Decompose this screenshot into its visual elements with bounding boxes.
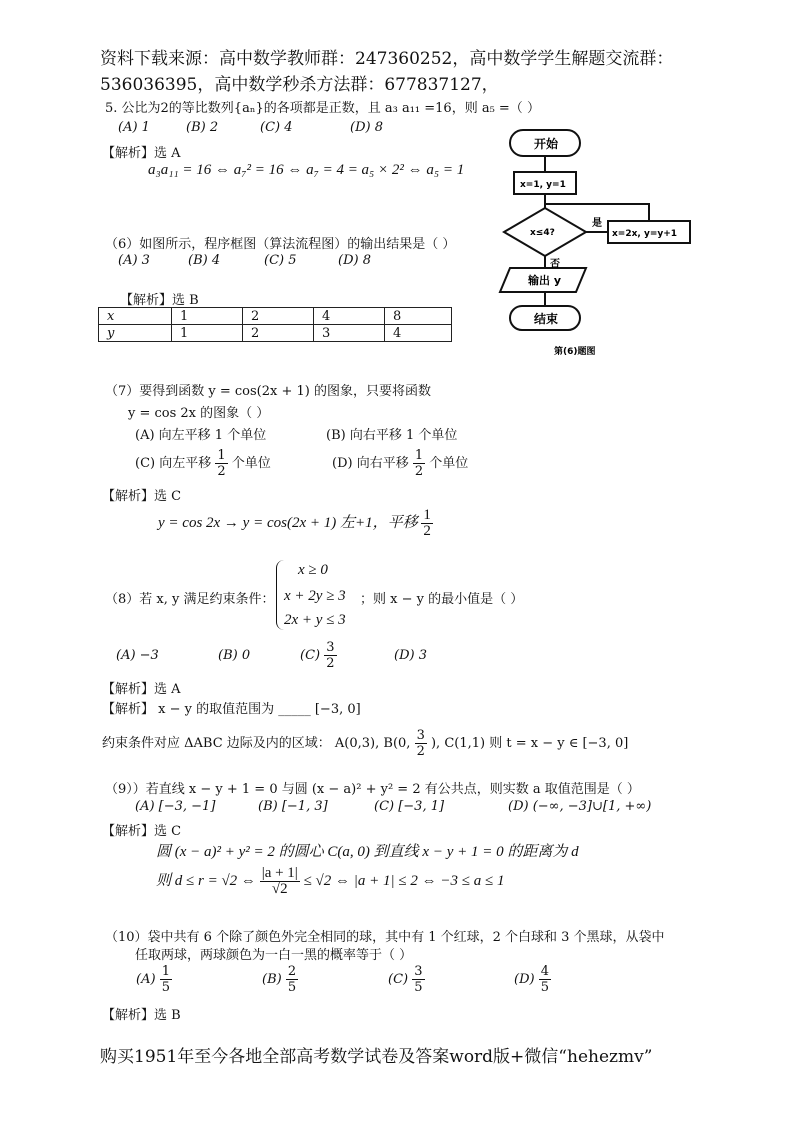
q8-constraint-3: 2x + y ≤ 3	[284, 612, 346, 628]
fraction-denominator: 2	[423, 523, 431, 539]
q8-option-a: (A) −3	[116, 648, 159, 663]
flowchart-init-label: x=1, y=1	[520, 180, 566, 190]
fraction-numerator: 4	[540, 964, 549, 979]
q5-option-d: (D) 8	[350, 120, 383, 135]
q7-work-text: y = cos 2x → y = cos(2x + 1) 左+1，平移	[158, 514, 418, 531]
q5-stem: 5. 公比为2的等比数列{aₙ}的各项都是正数，且 a₃ a₁₁ =16，则 a₅ =（ ）	[105, 101, 540, 116]
q10-stem-line-2: 任取两球，两球颜色为一白一黑的概率等于（ ）	[135, 948, 413, 963]
q5-option-a: (A) 1	[118, 120, 150, 135]
q8-option-d: (D) 3	[394, 648, 427, 663]
fraction-numerator: 1	[414, 448, 424, 463]
table-cell: 2	[243, 325, 314, 342]
q10-option-c	[388, 964, 425, 995]
q9-option-b: (B) [−1, 3]	[258, 799, 328, 814]
q7-option-c-unit: 个单位	[231, 456, 271, 471]
table-cell: 2	[243, 308, 314, 325]
table-cell: 3	[314, 325, 385, 342]
fraction-denominator: 2	[217, 464, 226, 479]
q10-answer: 【解析】选 B	[102, 1008, 181, 1023]
q6-option-a: (A) 3	[118, 253, 150, 268]
q6-option-d: (D) 8	[338, 253, 371, 268]
q6-answer: 【解析】选 B	[120, 293, 199, 308]
fraction	[539, 964, 551, 995]
q9-work-suffix: ≤ √2 ⇔ |a + 1| ≤ 2 ⇔ −3 ≤ a ≤ 1	[303, 872, 505, 889]
table-cell: 1	[172, 325, 243, 342]
q6-option-b: (B) 4	[188, 253, 221, 268]
fraction-numerator: 1	[217, 448, 226, 463]
fraction-numerator: 3	[414, 964, 423, 979]
fraction-denominator: √2	[271, 881, 288, 897]
q9-option-a: (A) [−3, −1]	[135, 799, 216, 814]
q8-stem-prefix: （8）若 x, y 满足约束条件：	[105, 592, 275, 607]
q8-constraint-1: x ≥ 0	[298, 562, 328, 578]
table-cell: 1	[172, 308, 243, 325]
q5-option-b: (B) 2	[186, 120, 219, 135]
q8-stem-suffix: ；则 x − y 的最小值是（ ）	[360, 592, 524, 607]
q7-stem-line-1: （7）要得到函数 y = cos(2x + 1) 的图象，只要将函数	[105, 384, 431, 399]
q10-option-a	[136, 964, 172, 995]
q8-range: 【解析】 x − y 的取值范围为 _____ [−3, 0]	[102, 702, 361, 717]
flowchart-start-label: 开始	[534, 137, 559, 151]
q10-option-a-label: (A)	[136, 972, 156, 987]
q7-option-d	[332, 448, 468, 479]
table-cell: 4	[385, 325, 452, 342]
q5-work: a₃a₁₁ = 16 ⇔ a₇² = 16 ⇔ a₇ = 4 = a₅ × 2² ⇔ a₅ = 1	[148, 162, 465, 178]
q10-option-d-label: (D)	[514, 972, 535, 987]
fraction-denominator: 2	[326, 656, 335, 671]
fraction	[415, 728, 427, 759]
q7-option-a: (A) 向左平移 1 个单位	[135, 428, 267, 443]
flowchart-yes-label: 是	[592, 218, 602, 229]
fraction-denominator: 5	[161, 980, 170, 995]
fraction-numerator: 3	[416, 728, 425, 743]
q5-answer: 【解析】选 A	[102, 146, 181, 161]
q9-work-prefix: 则 d ≤ r = √2 ⇔	[156, 872, 256, 889]
fraction-numerator: 1	[161, 964, 170, 979]
footer-text: 购买1951年至今各地全部高考数学试卷及答案word版+微信“hehezmv”	[100, 1047, 653, 1067]
q8-answer: 【解析】选 A	[102, 682, 181, 697]
table-cell: x	[99, 308, 172, 325]
q9-option-d: (D) (−∞, −3]∪[1, +∞)	[508, 799, 652, 814]
q10-option-b	[262, 964, 298, 995]
q9-answer: 【解析】选 C	[102, 824, 182, 839]
fraction-denominator: 5	[287, 980, 297, 995]
q7-stem-line-2: y = cos 2x 的图象（ ）	[128, 406, 270, 421]
fraction	[160, 964, 172, 995]
flowchart-condition-label: x≤4?	[530, 228, 555, 238]
flowchart-caption: 第(6)题图	[554, 347, 596, 357]
q8-region-prefix: 约束条件对应 ΔABC 边际及内的区域： A(0,3), B(0,	[102, 736, 411, 751]
fraction-numerator: 3	[326, 640, 335, 655]
table-cell: y	[99, 325, 172, 342]
flowchart-end-label: 结束	[534, 312, 559, 326]
q8-region-suffix: ), C(1,1) 则 t = x − y ∈ [−3, 0]	[430, 736, 629, 751]
q9-work-line-2	[156, 866, 504, 897]
fraction-numerator: |a + 1|	[261, 865, 298, 881]
q7-option-d-unit: 个单位	[429, 456, 469, 471]
flowchart	[496, 124, 696, 364]
table-cell: 4	[314, 308, 385, 325]
q7-option-b: (B) 向右平移 1 个单位	[326, 428, 458, 443]
q10-option-b-label: (B)	[262, 972, 282, 987]
q6-table	[98, 307, 452, 342]
fraction-denominator: 5	[414, 980, 423, 995]
q10-option-c-label: (C)	[388, 972, 409, 987]
fraction	[421, 508, 433, 539]
q9-stem: （9））若直线 x − y + 1 = 0 与圆 (x − a)² + y² = 2 有公共点，则实数 a 取值范围是（ ）	[105, 782, 640, 797]
header-line-2: 536036395，高中数学秒杀方法群：677837127，	[100, 75, 499, 95]
fraction	[324, 640, 336, 671]
fraction-denominator: 5	[540, 980, 549, 995]
q7-option-c-label: (C) 向左平移	[135, 456, 212, 471]
q9-option-c: (C) [−3, 1]	[374, 799, 445, 814]
table-row	[99, 325, 452, 342]
q10-stem-line-1: （10）袋中共有 6 个除了颜色外完全相同的球，其中有 1 个红球，2 个白球和 3 个黑球，从袋中	[105, 930, 665, 945]
q7-work	[158, 508, 433, 539]
header-line-1: 资料下载来源：高中数学教师群：247360252，高中数学学生解题交流群：	[100, 49, 674, 69]
fraction	[412, 964, 424, 995]
q7-answer: 【解析】选 C	[102, 489, 182, 504]
q10-option-d	[514, 964, 551, 995]
q7-option-d-label: (D) 向右平移	[332, 456, 409, 471]
table-cell: 8	[385, 308, 452, 325]
flowchart-update-label: x=2x, y=y+1	[612, 229, 678, 239]
q8-option-b: (B) 0	[218, 648, 251, 663]
q8-option-c	[300, 640, 337, 671]
q7-option-c	[135, 448, 271, 479]
q8-option-c-label: (C)	[300, 648, 321, 663]
q6-stem: （6）如图所示，程序框图（算法流程图）的输出结果是（ ）	[105, 237, 456, 252]
q6-option-c: (C) 5	[264, 253, 297, 268]
q9-work-line-1: 圆 (x − a)² + y² = 2 的圆心 C(a, 0) 到直线 x − y + 1 = 0 的距离为 d	[156, 844, 579, 860]
fraction	[215, 448, 227, 479]
fraction	[413, 448, 425, 479]
fraction-denominator: 2	[414, 464, 424, 479]
fraction	[260, 866, 300, 897]
fraction-denominator: 2	[416, 744, 425, 759]
fraction	[286, 964, 298, 995]
fraction-numerator: 1	[423, 507, 431, 523]
flowchart-output-label: 输出 y	[528, 274, 561, 287]
table-row	[99, 308, 452, 325]
flowchart-no-label: 否	[550, 259, 560, 270]
q5-option-c: (C) 4	[260, 120, 293, 135]
fraction-numerator: 2	[287, 964, 297, 979]
q8-constraint-2: x + 2y ≥ 3	[284, 588, 346, 604]
q8-region	[102, 728, 628, 759]
